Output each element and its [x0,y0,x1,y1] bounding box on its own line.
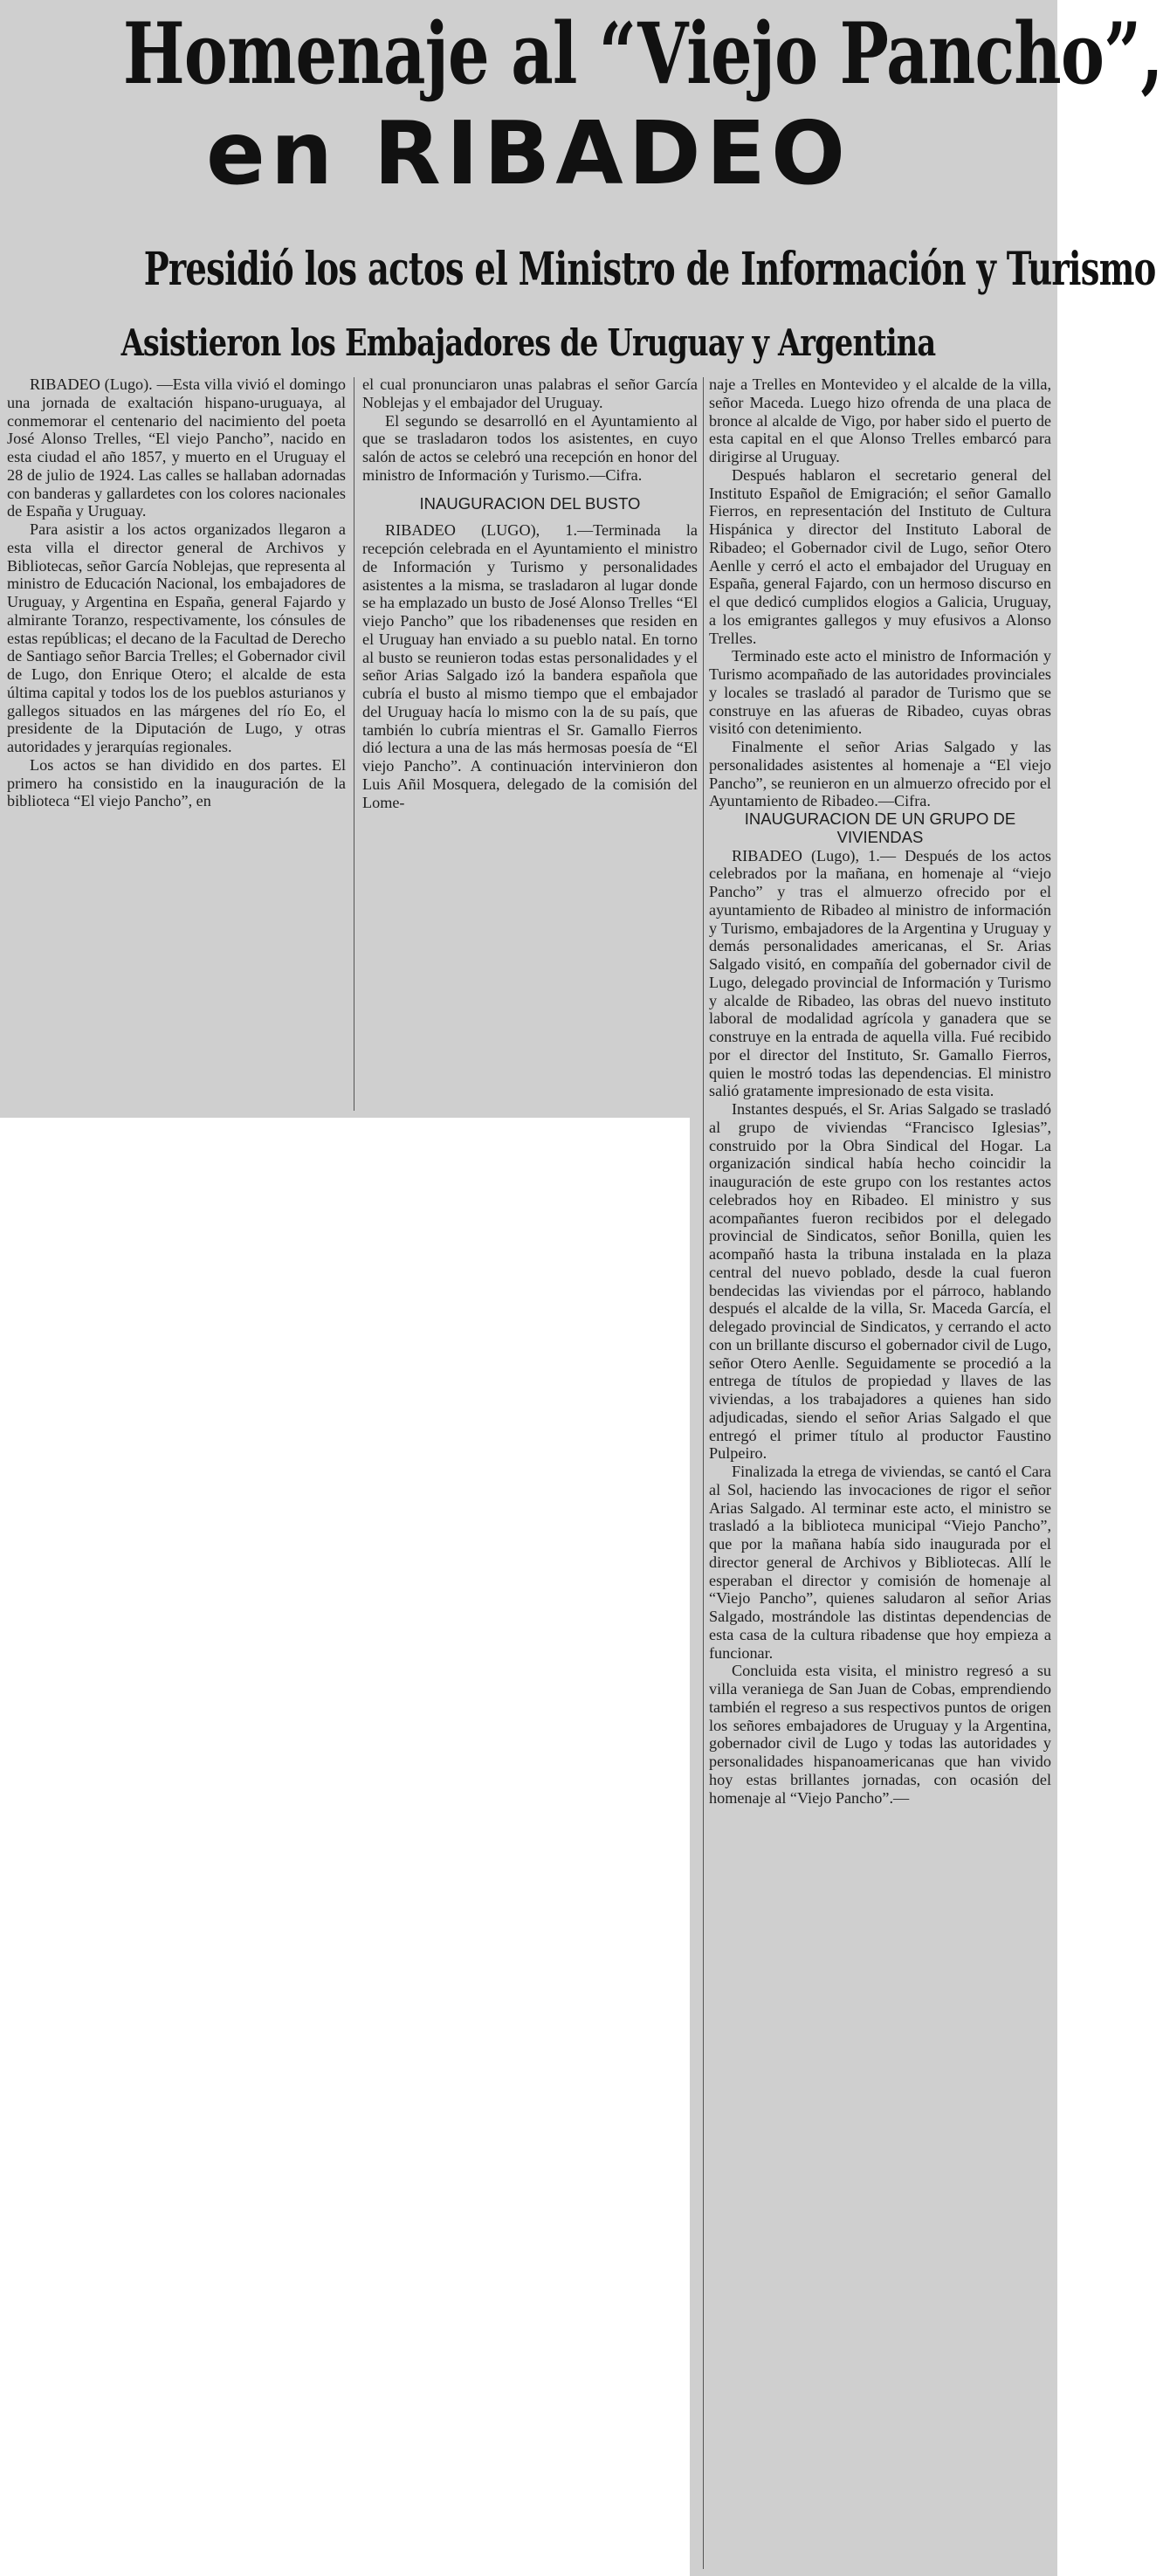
paragraph: Concluida esta visita, el ministro regresó a su villa veraniega de San Juan de Cobas, emprendiendo también el regreso a sus respectivos puntos de origen los señores embajadores de Uruguay y la Argentina, gobernador civil de Lugo y todas las autoridades y personalidades hispanoamericanas que han vivido hoy estas brillantes jornadas, con ocasión del homenaje al “Viejo Pancho”.— [709,1662,1051,1807]
paragraph: RIBADEO (Lugo). —Esta villa vivió el domingo una jornada de exaltación hispano-uruguaya, al conmemorar el centenario del nacimiento del poeta José Alonso Trelles, “El viejo Pancho”, nacido en esta ciudad el año 1857, y muerto en el Uruguay el 28 de julio de 1924. Las calles se hallaban adornadas con banderas y gallardetes con los colores nacionales de España y Uruguay. [7,375,346,520]
article-column-3 [709,375,1051,2572]
section-subhead: INAUGURACION DEL BUSTO [419,493,641,513]
article-column-1 [7,375,346,1111]
paragraph: el cual pronunciaron unas palabras el señor García Noblejas y el embajador del Uruguay. [362,375,698,411]
paragraph: Después hablaron el secretario general del Instituto Español de Emigración; el señor Gamallo Fierros, en representación del Instituto de Cultura Hispánica y director del Instituto Laboral de Ribadeo; el Gobernador civil de Lugo, señor Otero Aenlle y cerró el acto el embajador del Uruguay en España, general Fajardo, con un hermoso discurso en el que dedicó cumplidos elogios a Galicia, Uruguay, a los emigrantes gallegos y muy efusivos a Alonso Trelles. [709,465,1051,647]
paragraph: Terminado este acto el ministro de Información y Turismo acompañado de las autoridades provinciales y locales se trasladó al parador de Turismo que se construye en las afueras de Ribadeo, cuyas obras visitó con detenimiento. [709,647,1051,738]
headline-subtitle: Presidió los actos el Ministro de Información y Turismo [143,243,1156,296]
paragraph: RIBADEO (LUGO), 1.—Terminada la recepción celebrada en el Ayuntamiento el ministro de Información y Turismo y personalidades asistentes a la misma, se trasladaron al lugar donde se ha emplazado un busto de José Alonso Trelles “El viejo Pancho” que los ribadenenses que residen en el Uruguay han enviado a su pueblo natal. En torno al busto se reunieron todas estas personalidades y el señor Arias Salgado izó la bandera española que cubría el busto al mismo tiempo que el embajador del Uruguay hacía lo mismo con la de su país, que también lo cubría mientras el Sr. Gamallo Fierros dió lectura a una de las más hermosas poesía de “El viejo Pancho”. A continuación intervinieron don Luis Añil Mosquera, delegado de la comisión del Lome- [362,521,698,811]
headline-line-1: Homenaje al “Viejo Pancho”, [122,4,1163,103]
section-subhead: INAUGURACION DE UN GRUPO DE VIVIENDAS [744,809,1016,846]
paragraph: Finalmente el señor Arias Salgado y las personalidades asistentes al homenaje a “El viejo Pancho”, se reunieron en un almuerzo ofrecido por el Ayuntamiento de Ribadeo.—Cifra. [709,738,1051,810]
paragraph: Para asistir a los actos organizados llegaron a esta villa el director general de Archivos y Bibliotecas, señor García Noblejas, que representa al ministro de Educación Nacional, los embajadores de Uruguay, y Argentina en España, general Fajardo y almirante Toranzo, respectivamente, los cónsules de estas repúblicas; el decano de la Facultad de Derecho de Santiago señor Barcia Trelles; el Gobernador civil de Lugo, don Enrique Otero; el alcalde de esta última capital y todos los de los pueblos asturianos y gallegos situados en las márgenes del río Eo, el presidente de la Diputación de Lugo, y otras autoridades y jerarquías regionales. [7,520,346,755]
paragraph: RIBADEO (Lugo), 1.— Después de los actos celebrados por la mañana, en homenaje al “viejo Pancho” y tras el almuerzo ofrecido por el ayuntamiento de Ribadeo al ministro de información y Turismo, embajadores de la Argentina y Uruguay y demás personalidades americanas, el Sr. Arias Salgado visitó, en compañía del gobernador civil de Lugo, delegado provincial de Información y Turismo y alcalde de Ribadeo, las obras del nuevo instituto laboral de modalidad agrícola y ganadera que se construye en la entrada de aquella villa. Fué recibido por el director del Instituto, Sr. Gamallo Fierros, quien le mostró todas las dependencias. El ministro salió gratamente impresionado de esta visita. [709,846,1051,1100]
article-column-2 [362,375,698,1111]
paragraph: naje a Trelles en Montevideo y el alcalde de la villa, señor Maceda. Luego hizo ofrenda de una placa de bronce al alcalde de Vigo, por haber sido el puerto de esta capital en el que Alonso Trelles embarcó para dirigirse al Uruguay. [709,375,1051,465]
paragraph: Instantes después, el Sr. Arias Salgado se trasladó al grupo de viviendas “Francisco Iglesias”, construido por la Obra Sindical del Hogar. La organización sindical había hecho coincidir la inauguración de este grupo con los restantes actos celebrados hoy en Ribadeo. El ministro y sus acompañantes fueron recibidos por el delegado provincial de Sindicatos, señor Bonilla, quien les acompañó hasta la tribuna instalada en la plaza central del nuevo poblado, desde la cual fueron bendecidas las viviendas por el párroco, hablando después el alcalde de la villa, Sr. Maceda García, el delegado provincial de Sindicatos, y cerrando el acto con un brillante discurso el gobernador civil de Lugo, señor Otero Aenlle. Seguidamente se procedió a la entrega de títulos de propiedad y llaves de las viviendas, a los trabajadores a quienes han sido adjudicadas, siendo el señor Arias Salgado el que entregó el primer título al productor Faustino Pulpeiro. [709,1100,1051,1463]
paragraph: El segundo se desarrolló en el Ayuntamiento al que se trasladaron todos los asistentes, en cuyo salón de actos se celebró una recepción en honor del ministro de Información y Turismo.—Cifra. [362,411,698,484]
paragraph: Finalizada la etrega de viviendas, se cantó el Cara al Sol, haciendo las invocaciones de rigor el señor Arias Salgado. Al terminar este acto, el ministro se trasladó a la biblioteca municipal “Viejo Pancho”, que por la mañana había sido inaugurada por el director general de Archivos y Bibliotecas. Allí le esperaban el director y comisión de homenaje al “Viejo Pancho”, quienes saludaron al señor Arias Salgado, mostrándole las distintas dependencias de esta casa de la cultura ribadense que hoy empieza a funcionar. [709,1463,1051,1662]
column-divider-2 [703,377,704,2569]
headline-deck: Asistieron los Embajadores de Uruguay y Argentina [120,321,936,364]
headline-line-2: en RIBADEO [206,102,850,204]
paragraph: Los actos se han dividido en dos partes. El primero ha consistido en la inauguración de la biblioteca “El viejo Pancho”, en [7,755,346,810]
